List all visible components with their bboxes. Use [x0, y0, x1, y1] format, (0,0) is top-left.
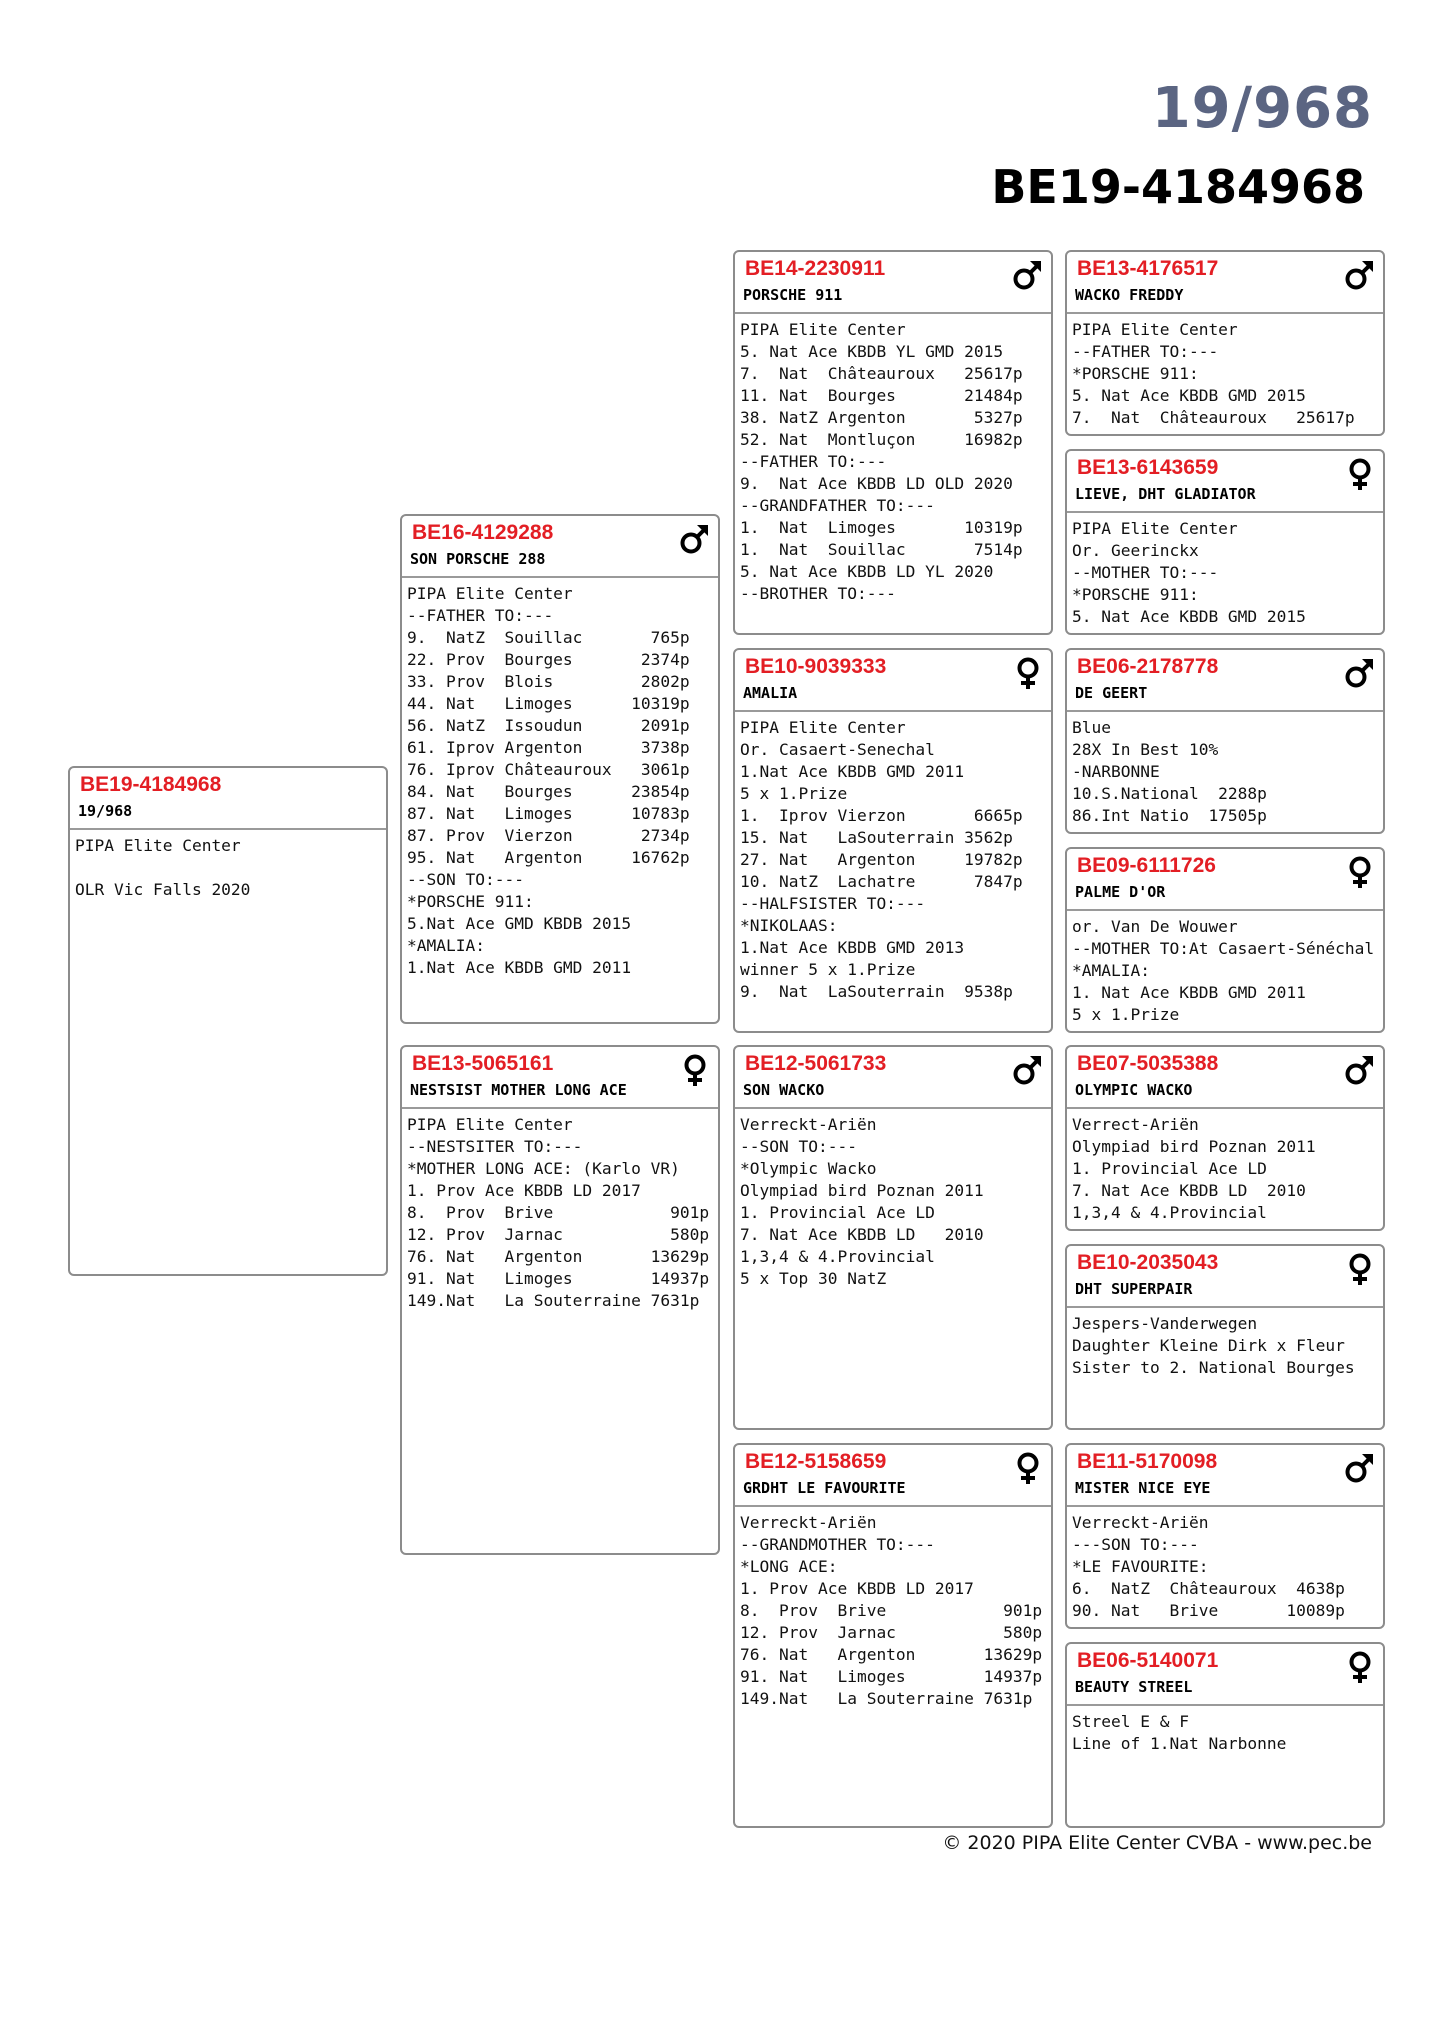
note-line: *LE FAVOURITE: [1072, 1557, 1209, 1576]
note-line: 1. Nat Limoges 10319p [740, 518, 1023, 537]
note-line: 91. Nat Limoges 14937p [407, 1269, 710, 1288]
note-line: *Olympic Wacko [740, 1159, 877, 1178]
pigeon-name: 19/968 [78, 802, 133, 820]
note-line: or. Van De Wouwer [1072, 917, 1238, 936]
note-line: 15. Nat LaSouterrain 3562p [740, 828, 1013, 847]
male-symbol-icon [1343, 1451, 1377, 1485]
note-line: --SON TO:--- [740, 1137, 857, 1156]
card-header [735, 1047, 1051, 1109]
male-symbol-icon [1343, 656, 1377, 690]
note-line: --FATHER TO:--- [1072, 342, 1219, 361]
note-line: 33. Prov Blois 2802p [407, 672, 690, 691]
note-line: 5 x 1.Prize [740, 784, 848, 803]
male-symbol-icon [1011, 258, 1045, 292]
note-line: 87. Prov Vierzon 2734p [407, 826, 690, 845]
note-line: 87. Nat Limoges 10783p [407, 804, 690, 823]
pedigree-card-ss-sire [1065, 250, 1385, 436]
note-line: Line of 1.Nat Narbonne [1072, 1734, 1287, 1753]
note-line: --BROTHER TO:--- [740, 584, 896, 603]
note-line: 9. NatZ Souillac 765p [407, 628, 690, 647]
card-notes [735, 314, 1051, 605]
note-line: 1. Provincial Ace LD [1072, 1159, 1267, 1178]
note-line: *LONG ACE: [740, 1557, 838, 1576]
note-line: 7. Nat Ace KBDB LD 2010 [1072, 1181, 1306, 1200]
note-line: 5. Nat Ace KBDB YL GMD 2015 [740, 342, 1004, 361]
note-line: 76. Nat Argenton 13629p [740, 1645, 1043, 1664]
ring-number: BE14-2230911 [745, 257, 886, 280]
ring-number: BE13-6143659 [1077, 456, 1219, 479]
note-line: ---SON TO:--- [1072, 1535, 1199, 1554]
note-line: 76. Nat Argenton 13629p [407, 1247, 710, 1266]
card-notes [1067, 712, 1383, 827]
card-notes [735, 712, 1051, 1003]
note-line: 95. Nat Argenton 16762p [407, 848, 690, 867]
ring-number: BE06-2178778 [1077, 655, 1219, 678]
note-line: 7. Nat Ace KBDB LD 2010 [740, 1225, 984, 1244]
note-line: 1.Nat Ace KBDB GMD 2013 [740, 938, 965, 957]
note-line: 22. Prov Bourges 2374p [407, 650, 690, 669]
card-header [1067, 1246, 1383, 1308]
pigeon-name: OLYMPIC WACKO [1075, 1081, 1193, 1099]
note-line: PIPA Elite Center [407, 1115, 573, 1134]
note-line: Verreckt-Ariën [740, 1513, 877, 1532]
ring-number: BE11-5170098 [1077, 1450, 1218, 1473]
note-line: 9. Nat Ace KBDB LD OLD 2020 [740, 474, 1013, 493]
note-line: 86.Int Natio 17505p [1072, 806, 1267, 825]
note-line: 1.Nat Ace KBDB GMD 2011 [407, 958, 632, 977]
card-header [402, 1047, 718, 1109]
note-line: 1. Nat Ace KBDB GMD 2011 [1072, 983, 1306, 1002]
note-line: --MOTHER TO:At Casaert-Sénéchal [1072, 939, 1375, 958]
note-line: winner 5 x 1.Prize [740, 960, 916, 979]
note-line: *AMALIA: [407, 936, 485, 955]
note-line: Jespers-Vanderwegen [1072, 1314, 1258, 1333]
card-notes [1067, 911, 1383, 1026]
note-line: PIPA Elite Center [75, 836, 241, 855]
female-symbol-icon [1011, 1451, 1045, 1485]
note-line: Verreckt-Ariën [740, 1115, 877, 1134]
female-symbol-icon [1343, 1650, 1377, 1684]
pigeon-name: AMALIA [743, 684, 798, 702]
note-line: 1,3,4 & 4.Provincial [740, 1247, 935, 1266]
note-line: *NIKOLAAS: [740, 916, 838, 935]
note-line: 9. Nat LaSouterrain 9538p [740, 982, 1013, 1001]
card-notes [735, 1109, 1051, 1290]
female-symbol-icon [678, 1053, 712, 1087]
ring-number: BE07-5035388 [1077, 1052, 1219, 1075]
note-line: Or. Casaert-Senechal [740, 740, 935, 759]
note-line: 90. Nat Brive 10089p [1072, 1601, 1345, 1620]
note-line: 1. Prov Ace KBDB LD 2017 [407, 1181, 641, 1200]
note-line: 7. Nat Châteauroux 25617p [1072, 408, 1355, 427]
card-notes [735, 1507, 1051, 1710]
pigeon-name: PORSCHE 911 [743, 286, 843, 304]
note-line: Blue [1072, 718, 1111, 737]
note-line: 5 x Top 30 NatZ [740, 1269, 887, 1288]
note-line: -NARBONNE [1072, 762, 1160, 781]
note-line: 1. Prov Ace KBDB LD 2017 [740, 1579, 974, 1598]
note-line: --GRANDFATHER TO:--- [740, 496, 935, 515]
note-line: *PORSCHE 911: [407, 892, 534, 911]
ring-number: BE19-4184968 [80, 773, 222, 796]
pigeon-name: SON PORSCHE 288 [410, 550, 546, 568]
note-line: 11. Nat Bourges 21484p [740, 386, 1023, 405]
note-line: 1. Iprov Vierzon 6665p [740, 806, 1023, 825]
pigeon-name: DE GEERT [1075, 684, 1148, 702]
note-line: --FATHER TO:--- [407, 606, 554, 625]
ring-number: BE06-5140071 [1077, 1649, 1219, 1672]
note-line: 149.Nat La Souterraine 7631p [407, 1291, 700, 1310]
note-line: 38. NatZ Argenton 5327p [740, 408, 1023, 427]
pedigree-card-dd-sire [1065, 1443, 1385, 1629]
pigeon-name: DHT SUPERPAIR [1075, 1280, 1193, 1298]
note-line: 91. Nat Limoges 14937p [740, 1667, 1043, 1686]
ring-number: BE12-5158659 [745, 1450, 887, 1473]
card-notes [402, 578, 718, 979]
card-header [735, 650, 1051, 712]
note-line: 8. Prov Brive 901p [407, 1203, 710, 1222]
pedigree-card-dam-sire [733, 1045, 1053, 1430]
pedigree-card-sd-dam [1065, 847, 1385, 1033]
female-symbol-icon [1343, 1252, 1377, 1286]
pigeon-name: PALME D'OR [1075, 883, 1166, 901]
note-line: Or. Geerinckx [1072, 541, 1199, 560]
ring-number: BE09-6111726 [1077, 854, 1216, 877]
note-line: OLR Vic Falls 2020 [75, 880, 251, 899]
female-symbol-icon [1343, 457, 1377, 491]
note-line: *MOTHER LONG ACE: (Karlo VR) [407, 1159, 680, 1178]
pigeon-name: NESTSIST MOTHER LONG ACE [410, 1081, 627, 1099]
card-header [70, 768, 386, 830]
card-notes [1067, 1706, 1383, 1755]
note-line: 1. Provincial Ace LD [740, 1203, 935, 1222]
male-symbol-icon [1343, 258, 1377, 292]
note-line: 6. NatZ Châteauroux 4638p [1072, 1579, 1345, 1598]
pedigree-card-ds-sire [1065, 1045, 1385, 1231]
note-line: PIPA Elite Center [1072, 519, 1238, 538]
note-line: Verrect-Ariën [1072, 1115, 1199, 1134]
pedigree-card-dam [400, 1045, 720, 1555]
pedigree-card-sd-sire [1065, 648, 1385, 834]
note-line: 7. Nat Châteauroux 25617p [740, 364, 1023, 383]
card-header [735, 1445, 1051, 1507]
note-line: Daughter Kleine Dirk x Fleur [1072, 1336, 1345, 1355]
pigeon-name: MISTER NICE EYE [1075, 1479, 1211, 1497]
pedigree-card-sire-dam [733, 648, 1053, 1033]
copyright-footer: © 2020 PIPA Elite Center CVBA - www.pec.be [942, 1832, 1372, 1854]
ring-number: BE10-2035043 [1077, 1251, 1219, 1274]
pigeon-name: WACKO FREDDY [1075, 286, 1184, 304]
card-header [1067, 849, 1383, 911]
pigeon-name: GRDHT LE FAVOURITE [743, 1479, 906, 1497]
note-line: Sister to 2. National Bourges [1072, 1358, 1355, 1377]
note-line: 5. Nat Ace KBDB LD YL 2020 [740, 562, 994, 581]
female-symbol-icon [1343, 855, 1377, 889]
ring-number: BE13-5065161 [412, 1052, 554, 1075]
pedigree-card-sire [400, 514, 720, 1024]
note-line: 12. Prov Jarnac 580p [740, 1623, 1043, 1642]
note-line: --SON TO:--- [407, 870, 524, 889]
card-header [1067, 252, 1383, 314]
card-notes [1067, 314, 1383, 429]
note-line: 27. Nat Argenton 19782p [740, 850, 1023, 869]
pedigree-card-ss-dam [1065, 449, 1385, 635]
note-line: --MOTHER TO:--- [1072, 563, 1219, 582]
card-notes [70, 830, 386, 901]
card-notes [1067, 513, 1383, 628]
note-line: 28X In Best 10% [1072, 740, 1219, 759]
note-line: *PORSCHE 911: [1072, 585, 1199, 604]
note-line: 8. Prov Brive 901p [740, 1601, 1043, 1620]
note-line: --FATHER TO:--- [740, 452, 887, 471]
note-line: 1.Nat Ace KBDB GMD 2011 [740, 762, 965, 781]
pedigree-card-sire-sire [733, 250, 1053, 635]
note-line: Olympiad bird Poznan 2011 [1072, 1137, 1316, 1156]
note-line: --HALFSISTER TO:--- [740, 894, 926, 913]
note-line: 52. Nat Montluçon 16982p [740, 430, 1023, 449]
note-line: 56. NatZ Issoudun 2091p [407, 716, 690, 735]
note-line: 5. Nat Ace KBDB GMD 2015 [1072, 386, 1306, 405]
note-line: Verreckt-Ariën [1072, 1513, 1209, 1532]
pedigree-card-dam-dam [733, 1443, 1053, 1828]
pigeon-name: BEAUTY STREEL [1075, 1678, 1193, 1696]
header-ring-number: BE19-4184968 [991, 160, 1365, 214]
note-line: 5 x 1.Prize [1072, 1005, 1180, 1024]
card-header [402, 516, 718, 578]
note-line: 5. Nat Ace KBDB GMD 2015 [1072, 607, 1306, 626]
note-line: 61. Iprov Argenton 3738p [407, 738, 690, 757]
note-line: PIPA Elite Center [407, 584, 573, 603]
note-line: *PORSCHE 911: [1072, 364, 1199, 383]
note-line [75, 857, 386, 879]
note-line: 12. Prov Jarnac 580p [407, 1225, 710, 1244]
note-line: 84. Nat Bourges 23854p [407, 782, 690, 801]
note-line: 44. Nat Limoges 10319p [407, 694, 690, 713]
ring-number: BE10-9039333 [745, 655, 887, 678]
male-symbol-icon [1011, 1053, 1045, 1087]
pigeon-name: LIEVE, DHT GLADIATOR [1075, 485, 1256, 503]
pigeon-name: SON WACKO [743, 1081, 825, 1099]
note-line: 149.Nat La Souterraine 7631p [740, 1689, 1033, 1708]
card-header [1067, 650, 1383, 712]
note-line: 1,3,4 & 4.Provincial [1072, 1203, 1267, 1222]
card-notes [1067, 1109, 1383, 1224]
ring-number: BE16-4129288 [412, 521, 554, 544]
card-header [1067, 1644, 1383, 1706]
note-line: PIPA Elite Center [1072, 320, 1238, 339]
note-line: PIPA Elite Center [740, 320, 906, 339]
pedigree-card-subject [68, 766, 388, 1276]
note-line: 10. NatZ Lachatre 7847p [740, 872, 1023, 891]
card-header [1067, 1047, 1383, 1109]
note-line: Streel E & F [1072, 1712, 1189, 1731]
note-line: --NESTSITER TO:--- [407, 1137, 583, 1156]
note-line: 5.Nat Ace GMD KBDB 2015 [407, 914, 632, 933]
note-line: *AMALIA: [1072, 961, 1150, 980]
male-symbol-icon [678, 522, 712, 556]
card-notes [1067, 1308, 1383, 1379]
note-line: PIPA Elite Center [740, 718, 906, 737]
card-notes [1067, 1507, 1383, 1622]
card-header [735, 252, 1051, 314]
male-symbol-icon [1343, 1053, 1377, 1087]
header-pigeon-number: 19/968 [1151, 76, 1373, 141]
card-header [1067, 1445, 1383, 1507]
card-notes [402, 1109, 718, 1312]
note-line: 76. Iprov Châteauroux 3061p [407, 760, 690, 779]
pedigree-card-dd-dam [1065, 1642, 1385, 1828]
ring-number: BE12-5061733 [745, 1052, 887, 1075]
note-line: 1. Nat Souillac 7514p [740, 540, 1023, 559]
note-line: --GRANDMOTHER TO:--- [740, 1535, 935, 1554]
note-line: 10.S.National 2288p [1072, 784, 1267, 803]
card-header [1067, 451, 1383, 513]
pedigree-card-ds-dam [1065, 1244, 1385, 1430]
female-symbol-icon [1011, 656, 1045, 690]
note-line: Olympiad bird Poznan 2011 [740, 1181, 984, 1200]
ring-number: BE13-4176517 [1077, 257, 1219, 280]
